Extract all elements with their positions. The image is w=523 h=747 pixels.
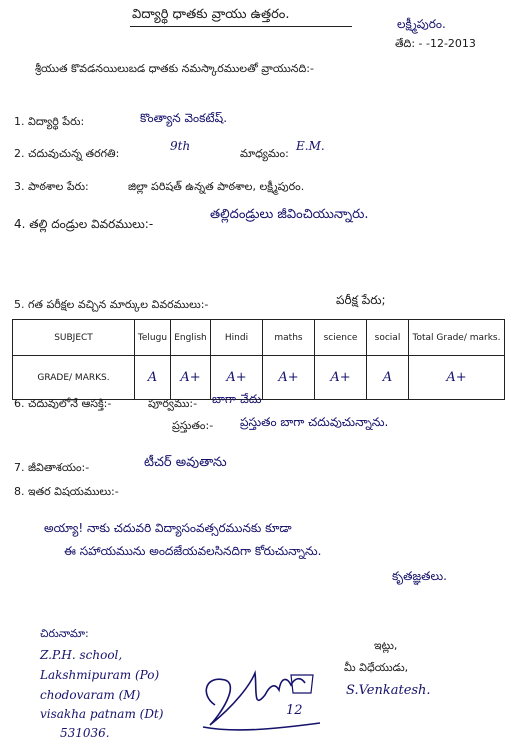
sender-name: S.Venkatesh. bbox=[346, 683, 431, 698]
table-header-cell: SUBJECT bbox=[13, 320, 135, 356]
table-header-row bbox=[13, 320, 505, 356]
field-school-value: జిల్లా పరిషత్ ఉన్నత పాఠశాల, లక్ష్మీపురం. bbox=[128, 180, 305, 193]
field-marks-label: 5. గత పరీక్షల వచ్చిన మార్కుల వివరములు:- bbox=[14, 298, 209, 311]
field-goal-label: 7. జీవితాశయం:- bbox=[14, 461, 90, 474]
field-medium-value: E.M. bbox=[296, 139, 325, 153]
grade-cell: A bbox=[135, 356, 171, 400]
grade-cell: A+ bbox=[263, 356, 315, 400]
field-goal-value: టీచర్ అవుతాను bbox=[144, 455, 227, 470]
table-header-cell: Total Grade/ marks. bbox=[409, 320, 505, 356]
closing-subtitle: మీ విధేయుడు, bbox=[344, 661, 409, 674]
body-line: అయ్యా! నాకు చదువరి విద్యాసంవత్సరమునకు కూడా bbox=[44, 521, 292, 535]
field-school-label: 3. పాఠశాల పేరు: bbox=[14, 180, 89, 193]
field-class-value: 9th bbox=[170, 139, 191, 153]
table-header-cell: science bbox=[315, 320, 367, 356]
table-header-cell: Hindi bbox=[211, 320, 263, 356]
grades-table bbox=[12, 319, 505, 400]
letter-title: విద్యార్థి ధాతకు వ్రాయు ఉత్తరం. bbox=[132, 7, 290, 22]
grade-cell: A+ bbox=[211, 356, 263, 400]
grade-cell: A bbox=[367, 356, 409, 400]
table-row-label: GRADE/ MARKS. bbox=[13, 356, 135, 400]
address-line: visakha patnam (Dt) bbox=[40, 707, 164, 721]
signature-scribble bbox=[195, 655, 330, 737]
salutation: శ్రీయుత కొవడనయిలుబడ ధాతకు నమస్కారములతో వ్రాయునది:- bbox=[35, 62, 314, 75]
field-student-name-value: కొంత్యాన వెంకటేష్. bbox=[140, 111, 228, 125]
table-header-cell: English bbox=[171, 320, 211, 356]
body-line: ఈ సహాయమును అందజేయవలసినదిగా కోరుచున్నాను. bbox=[64, 544, 322, 558]
field-parents-value: తల్లిదండ్రులు జీవించియున్నారు. bbox=[210, 207, 369, 222]
title-underline bbox=[130, 26, 352, 27]
exam-name-label: పరీక్ష పేరు; bbox=[336, 293, 386, 307]
address-line: 531036. bbox=[60, 726, 110, 740]
body-line: కృతజ్ఞతలు. bbox=[392, 569, 447, 583]
interest-past-label: పూర్వము:- bbox=[148, 397, 198, 410]
field-other-label: 8. ఇతర విషయములు:- bbox=[14, 485, 119, 498]
address-line: Lakshmipuram (Po) bbox=[40, 668, 160, 682]
interest-present-value: ప్రస్తుతం బాగా చదువుచున్నాను. bbox=[240, 415, 389, 429]
address-line: Z.P.H. school, bbox=[40, 648, 123, 662]
interest-present-label: ప్రస్తుతం:- bbox=[172, 419, 214, 432]
address-label: చిరునామా: bbox=[40, 627, 89, 640]
grade-cell: A+ bbox=[315, 356, 367, 400]
table-header-cell: maths bbox=[263, 320, 315, 356]
place: లక్ష్మీపురం. bbox=[397, 17, 446, 31]
address-line: chodovaram (M) bbox=[40, 688, 141, 702]
grade-cell: A+ bbox=[409, 356, 505, 400]
field-medium-label: మాధ్యమం: bbox=[240, 147, 289, 160]
field-parents-label: 4. తల్లి దండ్రుల వివరములు:- bbox=[14, 217, 154, 231]
closing-label: ఇట్లు, bbox=[374, 639, 398, 652]
signature-date: 12 bbox=[286, 703, 303, 718]
letter-date: తేది: - -12-2013 bbox=[395, 37, 476, 50]
interest-past-value: బాగా చేదు bbox=[212, 392, 262, 406]
table-header-cell: social bbox=[367, 320, 409, 356]
grade-cell: A+ bbox=[171, 356, 211, 400]
field-student-name-label: 1. విద్యార్థి పేరు: bbox=[14, 115, 85, 128]
field-interest-label: 6. చదువులోనే ఆసక్తి:- bbox=[14, 397, 112, 410]
field-class-label: 2. చదువుచున్న తరగతి: bbox=[14, 147, 120, 160]
table-header-cell: Telugu bbox=[135, 320, 171, 356]
